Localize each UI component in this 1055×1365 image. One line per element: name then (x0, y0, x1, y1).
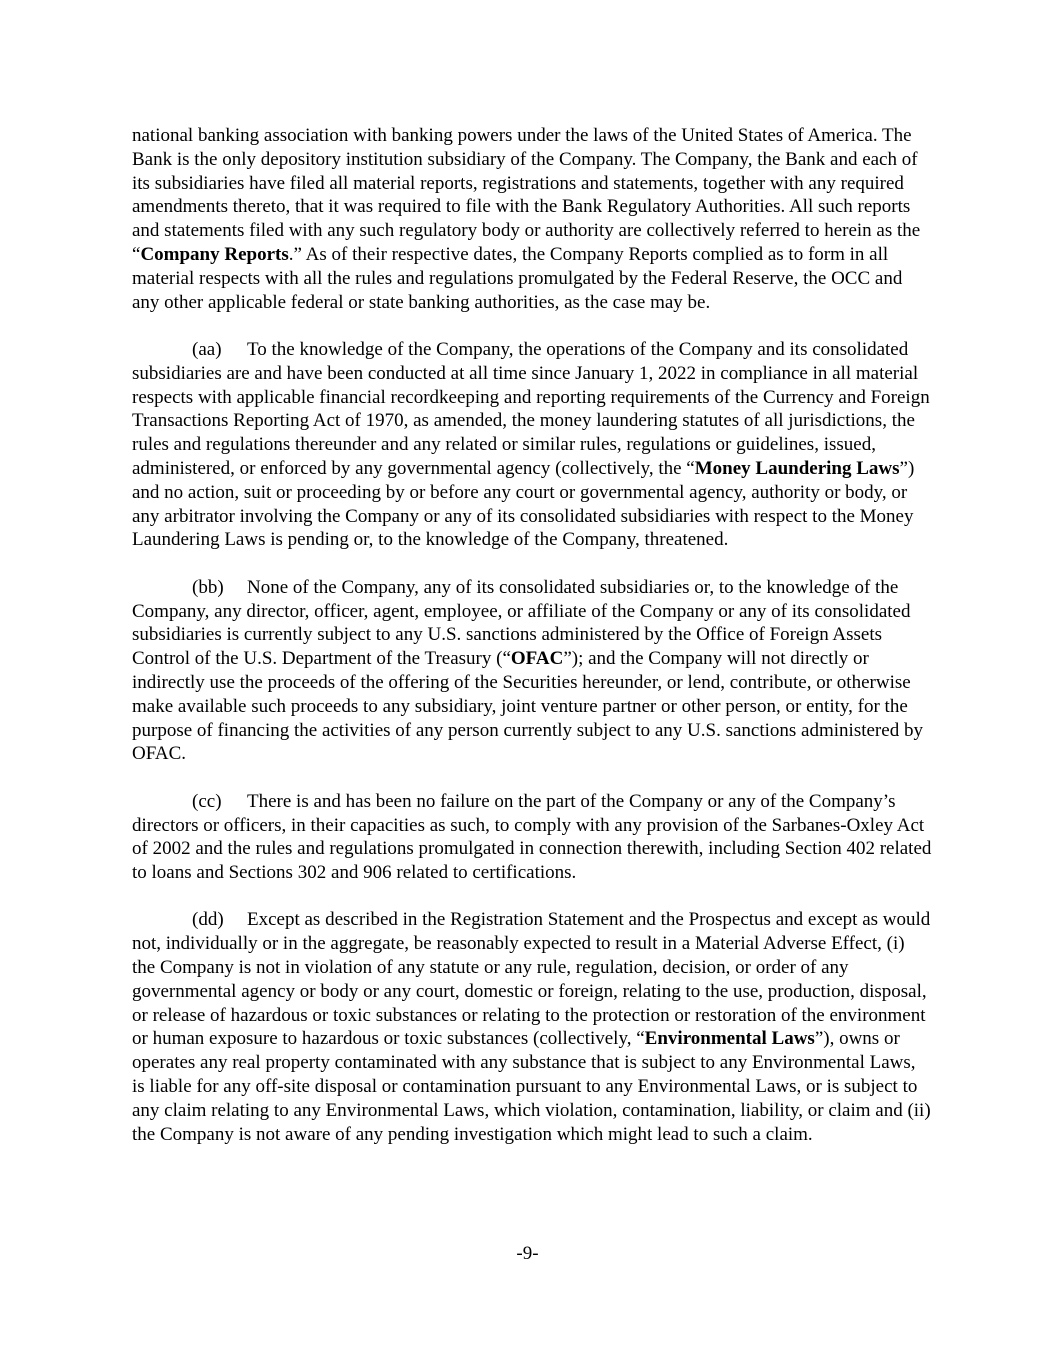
paragraph-dd (132, 908, 932, 1146)
paragraph-text: ”); and the Company will not directly or indirectly use the proceeds of the offering of the Securities hereunder, or lend, contribute, or otherwise make available such proceeds to any subsidiary, joint venture partner or other person, or entity, for the purpose of financing the activities of any person currently subject to any U.S. sanctions administered by OFAC. (132, 648, 923, 765)
section-label: (aa) (192, 338, 222, 360)
paragraph-continuation (132, 124, 932, 314)
defined-term-environmental-laws: Environmental Laws (644, 1028, 815, 1050)
defined-term-company-reports: Company Reports (140, 243, 289, 265)
paragraph-text: ”), owns or operates any real property contaminated with any substance that is subject to any Environmental Laws, is liable for any off-site disposal or contamination pursuant to any Environmental Laws, or is subject to any claim relating to any Environmental Laws, which violation, contamination, liability, or claim and (ii) the Company is not aware of any pending investigation which might lead to such a claim. (132, 1028, 931, 1145)
paragraph-text: To the knowledge of the Company, the operations of the Company and its consolidated subsidiaries are and have been conducted at all time since January 1, 2022 in compliance in all material respects with applicable financial recordkeeping and reporting requirements of the Currency and Foreign Transactions Reporting Act of 1970, as amended, the money laundering statutes of all jurisdictions, the rules and regulations thereunder and any related or similar rules, regulations or guidelines, issued, administered, or enforced by any governmental agency (collectively, the “ (132, 338, 930, 479)
paragraph-text: None of the Company, any of its consolidated subsidiaries or, to the knowledge of the Company, any director, officer, agent, employee, or affiliate of the Company or any of its consolidated subsidiaries is currently subject to any U.S. sanctions administered by the Office of Foreign Assets Control of the U.S. Department of the Treasury (“ (132, 576, 911, 670)
section-label: (cc) (192, 790, 222, 812)
section-label: (dd) (192, 909, 224, 931)
section-label: (bb) (192, 576, 224, 598)
page-number: -9- (516, 1243, 539, 1264)
defined-term-money-laundering-laws: Money Laundering Laws (694, 457, 900, 479)
paragraph-text: ”) and no action, suit or proceeding by or before any court or governmental agency, authority or body, or any arbitrator involving the Company or any of its consolidated subsidiaries with respect to the Money Laundering Laws is pending or, to the knowledge of the Company, threatened. (132, 457, 915, 551)
defined-term-ofac: OFAC (510, 648, 564, 670)
paragraph-text: There is and has been no failure on the part of the Company or any of the Company’s directors or officers, in their capacities as such, to comply with any provision of the Sarbanes-Oxley Act of 2002 and the rules and regulations promulgated in connection therewith, including Section 402 related to loans and Sections 302 and 906 related to certifications. (132, 790, 932, 884)
paragraph-text: .” As of their respective dates, the Company Reports complied as to form in all material respects with all the rules and regulations promulgated by the Federal Reserve, the OCC and any other applicable federal or state banking authorities, as the case may be. (132, 243, 903, 313)
paragraph-text: Except as described in the Registration Statement and the Prospectus and except as would not, individually or in the aggregate, be reasonably expected to result in a Material Adverse Effect, (i) the Company is not in violation of any statute or any rule, regulation, decision, or order of any governmental agency or body or any court, domestic or foreign, relating to the use, production, disposal, or release of hazardous or toxic substances or relating to the protection or restoration of the environment or human exposure to hazardous or toxic substances (collectively, “ (132, 909, 931, 1050)
paragraph-cc (132, 790, 932, 885)
paragraph-bb (132, 576, 932, 766)
document-body (132, 124, 932, 1170)
paragraph-aa (132, 338, 932, 552)
paragraph-text: national banking association with banking powers under the laws of the United States of America. The Bank is the only depository institution subsidiary of the Company. The Company, the Bank and each of its subsidiaries have filed all material reports, registrations and statements, together with any required amendments thereto, that it was required to file with the Bank Regulatory Authorities. All such reports and statements filed with any such regulatory body or authority are collectively referred to herein as the “ (132, 125, 921, 265)
